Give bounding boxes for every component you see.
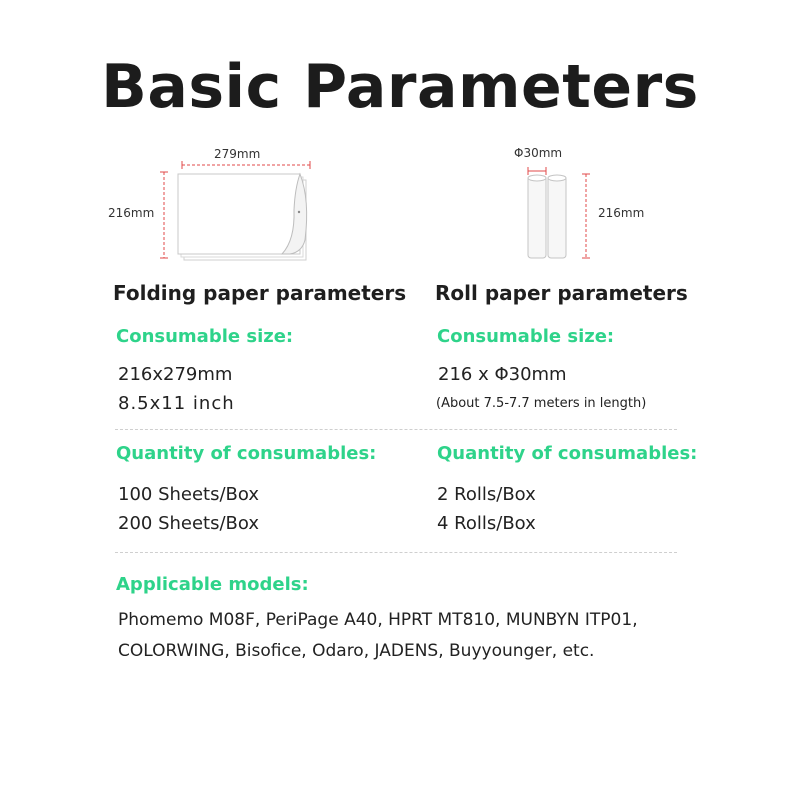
folding-size-label: Consumable size: — [116, 326, 294, 347]
roll-height-label: 216mm — [598, 206, 645, 220]
models-line2: COLORWING, Bisofice, Odaro, JADENS, Buyyounger, etc. — [118, 641, 595, 661]
roll-qty-label: Quantity of consumables: — [437, 443, 698, 464]
roll-size-line1: 216 x Φ30mm — [438, 364, 567, 385]
page-title: Basic Parameters — [101, 52, 699, 122]
roll-heading: Roll paper parameters — [435, 281, 688, 305]
folding-qty-line2: 200 Sheets/Box — [118, 513, 260, 534]
folding-heading: Folding paper parameters — [113, 281, 407, 305]
folding-width-label: 279mm — [214, 147, 261, 161]
roll-size-note: (About 7.5-7.7 meters in length) — [436, 396, 647, 411]
folding-qty-line1: 100 Sheets/Box — [118, 484, 260, 505]
folding-size-line1: 216x279mm — [118, 364, 233, 385]
models-line1: Phomemo M08F, PeriPage A40, HPRT MT810, MUNBYN ITP01, — [118, 610, 638, 630]
roll-paper-illustration — [510, 160, 610, 270]
models-label: Applicable models: — [116, 574, 309, 595]
folding-size-line2: 8.5x11 inch — [118, 393, 235, 414]
roll-size-label: Consumable size: — [437, 326, 615, 347]
divider-1 — [115, 429, 677, 430]
roll-qty-line1: 2 Rolls/Box — [437, 484, 536, 505]
folding-height-label: 216mm — [108, 206, 155, 220]
divider-2 — [115, 552, 677, 553]
roll-diameter-label: Φ30mm — [514, 146, 563, 160]
folding-qty-label: Quantity of consumables: — [116, 443, 377, 464]
roll-qty-line2: 4 Rolls/Box — [437, 513, 536, 534]
